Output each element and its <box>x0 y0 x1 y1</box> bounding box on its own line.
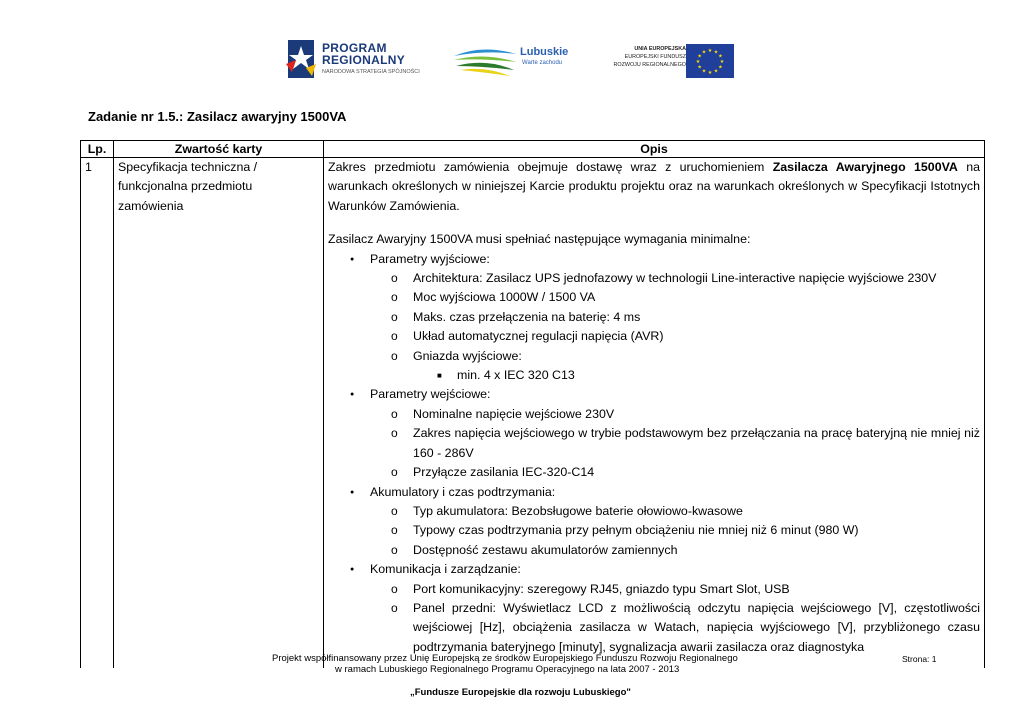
table-header-row <box>81 141 985 158</box>
list-item: o Maks. czas przełączenia na baterię: 4 ms <box>413 308 980 327</box>
svg-text:★: ★ <box>719 59 725 65</box>
page-number: Strona: 1 <box>902 654 937 664</box>
list-item: o Nominalne napięcie wejściowe 230V <box>413 405 980 424</box>
lubuskie-tagline: Warte zachodu <box>522 60 563 66</box>
list-item: o Typ akumulatora: Bezobsługowe baterie ołowiowo-kwasowe <box>413 502 980 521</box>
row-lp: 1 <box>81 158 114 668</box>
list-item: o Układ automatycznej regulacji napięcia (AVR) <box>413 327 980 346</box>
eu-line1: UNIA EUROPEJSKA <box>634 46 686 52</box>
list-item: o Przyłącze zasilania IEC-320-C14 <box>413 463 980 482</box>
lubuskie-waves-icon <box>452 42 518 78</box>
group-title: Akumulatory i czas podtrzymania: <box>370 484 556 499</box>
row-card-content: Specyfikacja techniczna / funkcjonalna przedmiotu zamówienia <box>114 158 324 668</box>
eu-line2: EUROPEJSKI FUNDUSZ <box>624 54 686 60</box>
list-item: o Panel przedni: Wyświetlacz LCD z możliwością odczytu napięcia wejściowego [V], częstotliwości wejściowej [Hz], obciążenia zasilacza w Watach, napięcia wyjściowego [V], przybliżonego czasu podtrzymania bateryjnego [minuty], sygnalizacja awarii zasilacza oraz diagnostyka <box>413 599 980 657</box>
sub-title: Gniazda wyjściowe: <box>413 348 522 363</box>
svg-text:★: ★ <box>713 49 719 56</box>
group-title: Parametry wejściowe: <box>370 387 491 402</box>
list-item: ■ min. 4 x IEC 320 C13 <box>457 366 980 385</box>
list-item: o Typowy czas podtrzymania przy pełnym obciążeniu nie mniej niż 6 minut (980 W) <box>413 521 980 540</box>
svg-text:★: ★ <box>707 48 713 54</box>
svg-text:★: ★ <box>718 64 723 71</box>
intro-after: na warunkach określonych w niniejszej Karcie produktu projektu oraz na warunkach określonych w Specyfikacji Istotnych Warunków Zamówienia. <box>328 160 981 213</box>
requirements-list <box>328 250 980 658</box>
svg-text:★: ★ <box>707 70 713 76</box>
sub-list <box>370 269 980 385</box>
svg-text:★: ★ <box>695 59 701 65</box>
svg-text:★: ★ <box>697 64 702 71</box>
intro-bold: Zasilacza Awaryjnego 1500VA <box>772 160 958 174</box>
intro-paragraph <box>328 158 980 216</box>
lubuskie-logo <box>452 42 572 80</box>
sub-sub-list <box>413 366 980 385</box>
list-item: o Architektura: Zasilacz UPS jednofazowy w technologii Line-interactive napięcie wyjściowe 230V <box>413 269 980 288</box>
list-item: o Moc wyjściowa 1000W / 1500 VA <box>413 288 980 307</box>
requirements-intro: Zasilacz Awaryjny 1500VA musi spełniać następujące wymagania minimalne: <box>328 232 751 247</box>
program-line2: REGIONALNY <box>322 53 406 67</box>
row-description <box>324 158 985 668</box>
footer-slogan: „Fundusze Europejskie dla rozwoju Lubuskiego" <box>410 687 631 698</box>
svg-text:★: ★ <box>701 49 707 56</box>
intro-before: Zakres przedmiotu zamówienia obejmuje dostawę wraz z uruchomieniem <box>328 160 773 174</box>
group-title: Parametry wyjściowe: <box>370 251 490 266</box>
list-item <box>413 347 980 386</box>
eu-logo <box>598 44 738 80</box>
specification-table <box>80 140 985 668</box>
program-line3: NARODOWA STRATEGIA SPÓJNOŚCI <box>322 69 420 75</box>
list-item: o Port komunikacyjny: szeregowy RJ45, gniazdo typu Smart Slot, USB <box>413 580 980 599</box>
page-title: Zadanie nr 1.5.: Zasilacz awaryjny 1500VA <box>88 109 347 124</box>
program-line1: PROGRAM <box>322 41 387 55</box>
sub-list <box>370 502 980 560</box>
svg-text:★: ★ <box>697 53 702 60</box>
table-row <box>81 158 985 668</box>
footer-line1: Projekt współfinansowany przez Unię Europejską ze środków Europejskiego Funduszu Rozwoju Regionalnego <box>272 653 738 664</box>
list-item <box>370 250 980 386</box>
group-title: Komunikacja i zarządzanie: <box>370 562 521 577</box>
list-item <box>370 385 980 482</box>
svg-text:★: ★ <box>701 68 707 75</box>
svg-text:★: ★ <box>718 53 723 60</box>
footer-line2: w ramach Lubuskiego Regionalnego Programu Operacyjnego na lata 2007 - 2013 <box>335 664 680 675</box>
header-description: Opis <box>324 141 985 158</box>
list-item: o Dostępność zestawu akumulatorów zamiennych <box>413 541 980 560</box>
sub-list <box>370 580 980 658</box>
header-card-content: Zwartość karty <box>114 141 324 158</box>
eu-logo-text <box>614 45 686 69</box>
list-item <box>370 560 980 657</box>
header-lp: Lp. <box>81 141 114 158</box>
program-regionalny-logo <box>284 36 434 84</box>
lubuskie-name: Lubuskie <box>520 46 569 58</box>
program-star-icon <box>284 38 318 80</box>
sub-list <box>370 405 980 483</box>
list-item <box>370 483 980 561</box>
header-logos <box>0 36 1024 84</box>
eu-flag-icon <box>686 44 734 78</box>
svg-text:★: ★ <box>713 68 719 75</box>
list-item: o Zakres napięcia wejściowego w trybie podstawowym bez przełączania na pracę bateryjną nie mniej niż 160 - 286V <box>413 424 980 463</box>
eu-line3: ROZWOJU REGIONALNEGO <box>613 62 686 68</box>
